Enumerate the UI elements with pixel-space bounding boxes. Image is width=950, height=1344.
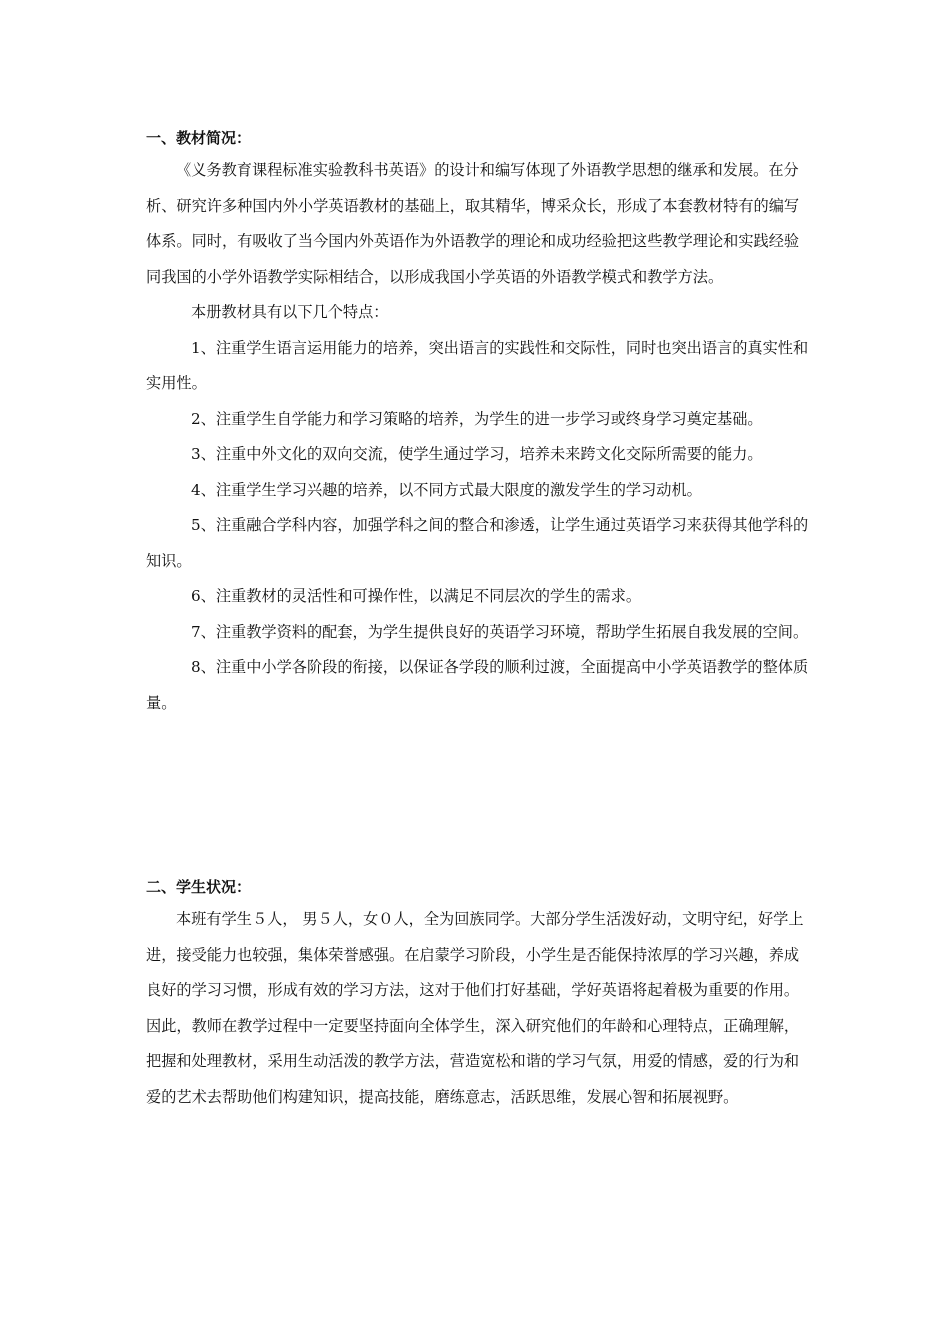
section-heading-students: 二、学生状况： bbox=[146, 878, 252, 896]
textbook-intro-paragraph: 《义务教育课程标准实验教科书英语》的设计和编写体现了外语教学思想的继承和发展。在分析、研究许多种国内外小学英语教材的基础上，取其精华，博采众长，形成了本套教材特有的编写体系。同时，有吸收了当今国内外英语作为外语教学的理论和成功经验把这些教学理论和实践经验同我国的小学外语教学实际相结合，以形成我国小学英语的外语教学模式和教学方法。 bbox=[146, 161, 800, 286]
section-heading-textbook: 一、教材简况： bbox=[146, 129, 252, 147]
feature-item-8: 8、注重中小学各阶段的衔接，以保证各学段的顺利过渡，全面提高中小学英语教学的整体质量。 bbox=[146, 658, 809, 712]
feature-item-3: 3、注重中外文化的双向交流，使学生通过学习，培养未来跨文化交际所需要的能力。 bbox=[191, 445, 763, 463]
feature-item-6: 6、注重教材的灵活性和可操作性，以满足不同层次的学生的需求。 bbox=[191, 587, 642, 605]
section-students-body bbox=[146, 902, 811, 1115]
feature-item-2: 2、注重学生自学能力和学习策略的培养，为学生的进一步学习或终身学习奠定基础。 bbox=[191, 409, 763, 428]
feature-item-7: 7、注重教学资料的配套，为学生提供良好的英语学习环境，帮助学生拓展自我发展的空间。 bbox=[191, 622, 809, 641]
section-textbook-body bbox=[146, 153, 811, 721]
features-intro: 本册教材具有以下几个特点： bbox=[191, 303, 389, 321]
feature-item-1: 1、注重学生语言运用能力的培养，突出语言的实践性和交际性，同时也突出语言的真实性和实用性。 bbox=[146, 338, 809, 392]
students-paragraph: 本班有学生５人， 男５人，女０人，全为回族同学。大部分学生活泼好动，文明守纪，好学上进，接受能力也较强，集体荣誉感强。在启蒙学习阶段，小学生是否能保持浓厚的学习兴趣，养成良好的学习习惯，形成有效的学习方法，这对于他们打好基础，学好英语将起着极为重要的作用。因此，教师在教学过程中一定要坚持面向全体学生，深入研究他们的年龄和心理特点，正确理解，把握和处理教材，采用生动活泼的教学方法，营造宽松和谐的学习气氛，用爱的情感，爱的行为和爱的艺术去帮助他们构建知识，提高技能，磨练意志，活跃思维，发展心智和拓展视野。 bbox=[146, 910, 804, 1106]
feature-item-4: 4、注重学生学习兴趣的培养，以不同方式最大限度的激发学生的学习动机。 bbox=[191, 480, 702, 499]
feature-item-5: 5、注重融合学科内容，加强学科之间的整合和渗透，让学生通过英语学习来获得其他学科的知识。 bbox=[146, 516, 809, 570]
